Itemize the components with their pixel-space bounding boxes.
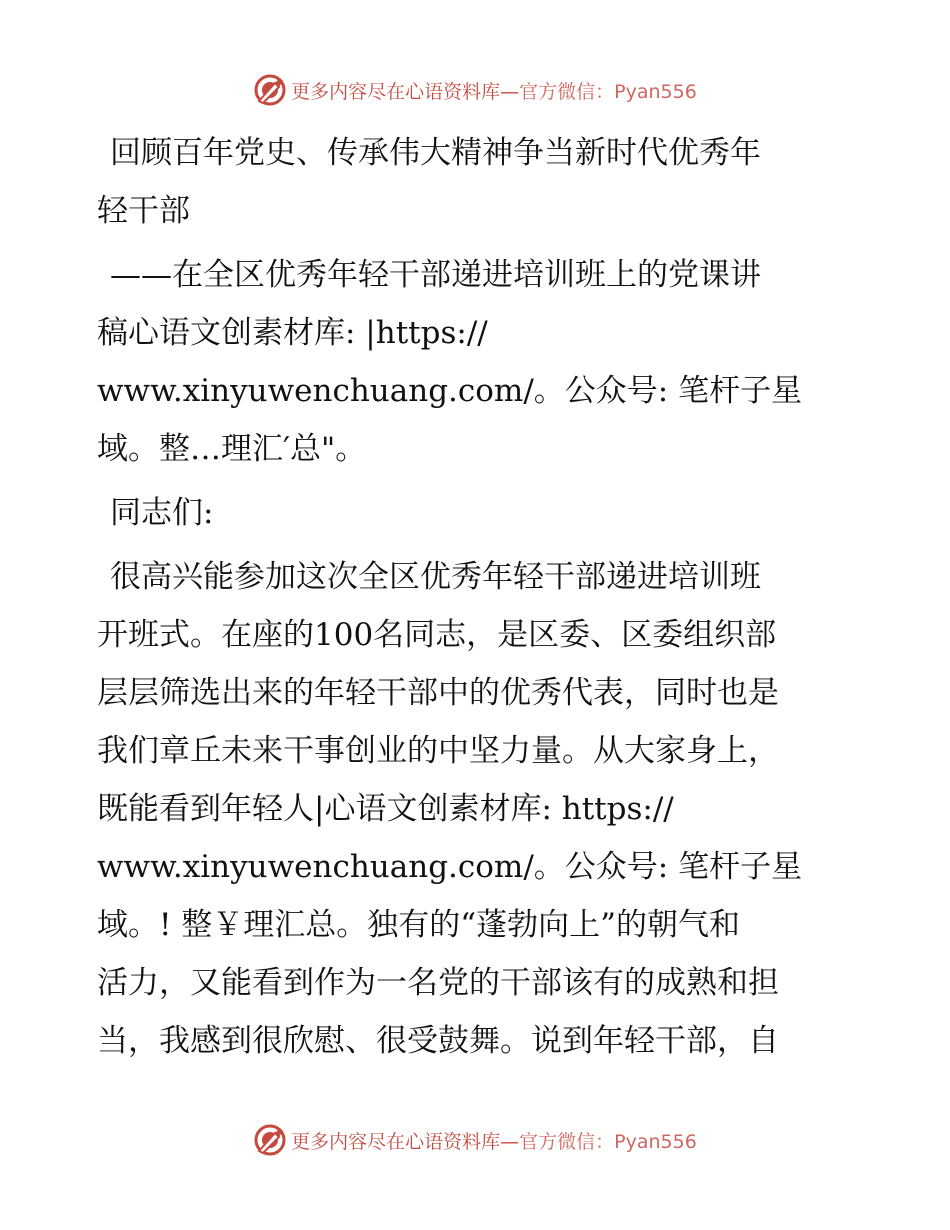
body-line: 域。! 整￥理汇总。独有的“蓬勃向上”的朝气和 <box>97 907 741 943</box>
pen-logo-icon <box>253 1123 287 1157</box>
body-line: 既能看到年轻人|心语文创素材库: https:// <box>97 791 674 827</box>
body-line: www.xinyuwenchuang.com/。公众号: 笔杆子星 <box>97 849 803 885</box>
pen-logo-icon <box>253 73 287 107</box>
document-body <box>97 124 857 1070</box>
title-line-2: 轻干部 <box>97 193 190 229</box>
body-line: 很高兴能参加这次全区优秀年轻干部递进培训班 <box>110 559 761 595</box>
subtitle-line: www.xinyuwenchuang.com/。公众号: 笔杆子星 <box>97 373 803 409</box>
subtitle-line: 稿心语文创素材库: |https:// <box>97 315 488 351</box>
header-watermark <box>0 70 950 110</box>
subtitle-line: ——在全区优秀年轻干部递进培训班上的党课讲 <box>110 257 761 293</box>
watermark-text: 更多内容尽在心语资料库— <box>291 80 520 103</box>
watermark-wechat: 官方微信：Pyan556 <box>519 80 697 103</box>
body-line: 当，我感到很欣慰、很受鼓舞。说到年轻干部，自 <box>97 1023 779 1059</box>
footer-watermark <box>0 1120 950 1160</box>
subtitle-line: 域。整…理汇′总"。 <box>97 431 367 467</box>
salutation: 同志们: <box>110 495 214 531</box>
body-line: 开班式。在座的100名同志，是区委、区委组织部 <box>97 617 777 653</box>
watermark-text: 更多内容尽在心语资料库— <box>291 1130 520 1153</box>
body-line: 活力，又能看到作为一名党的干部该有的成熟和担 <box>97 965 779 1001</box>
body-line: 层层筛选出来的年轻干部中的优秀代表，同时也是 <box>97 675 779 711</box>
body-line: 我们章丘未来干事创业的中坚力量。从大家身上， <box>97 733 779 769</box>
title-line-1: 回顾百年党史、传承伟大精神争当新时代优秀年 <box>110 135 761 171</box>
watermark-wechat: 官方微信：Pyan556 <box>519 1130 697 1153</box>
